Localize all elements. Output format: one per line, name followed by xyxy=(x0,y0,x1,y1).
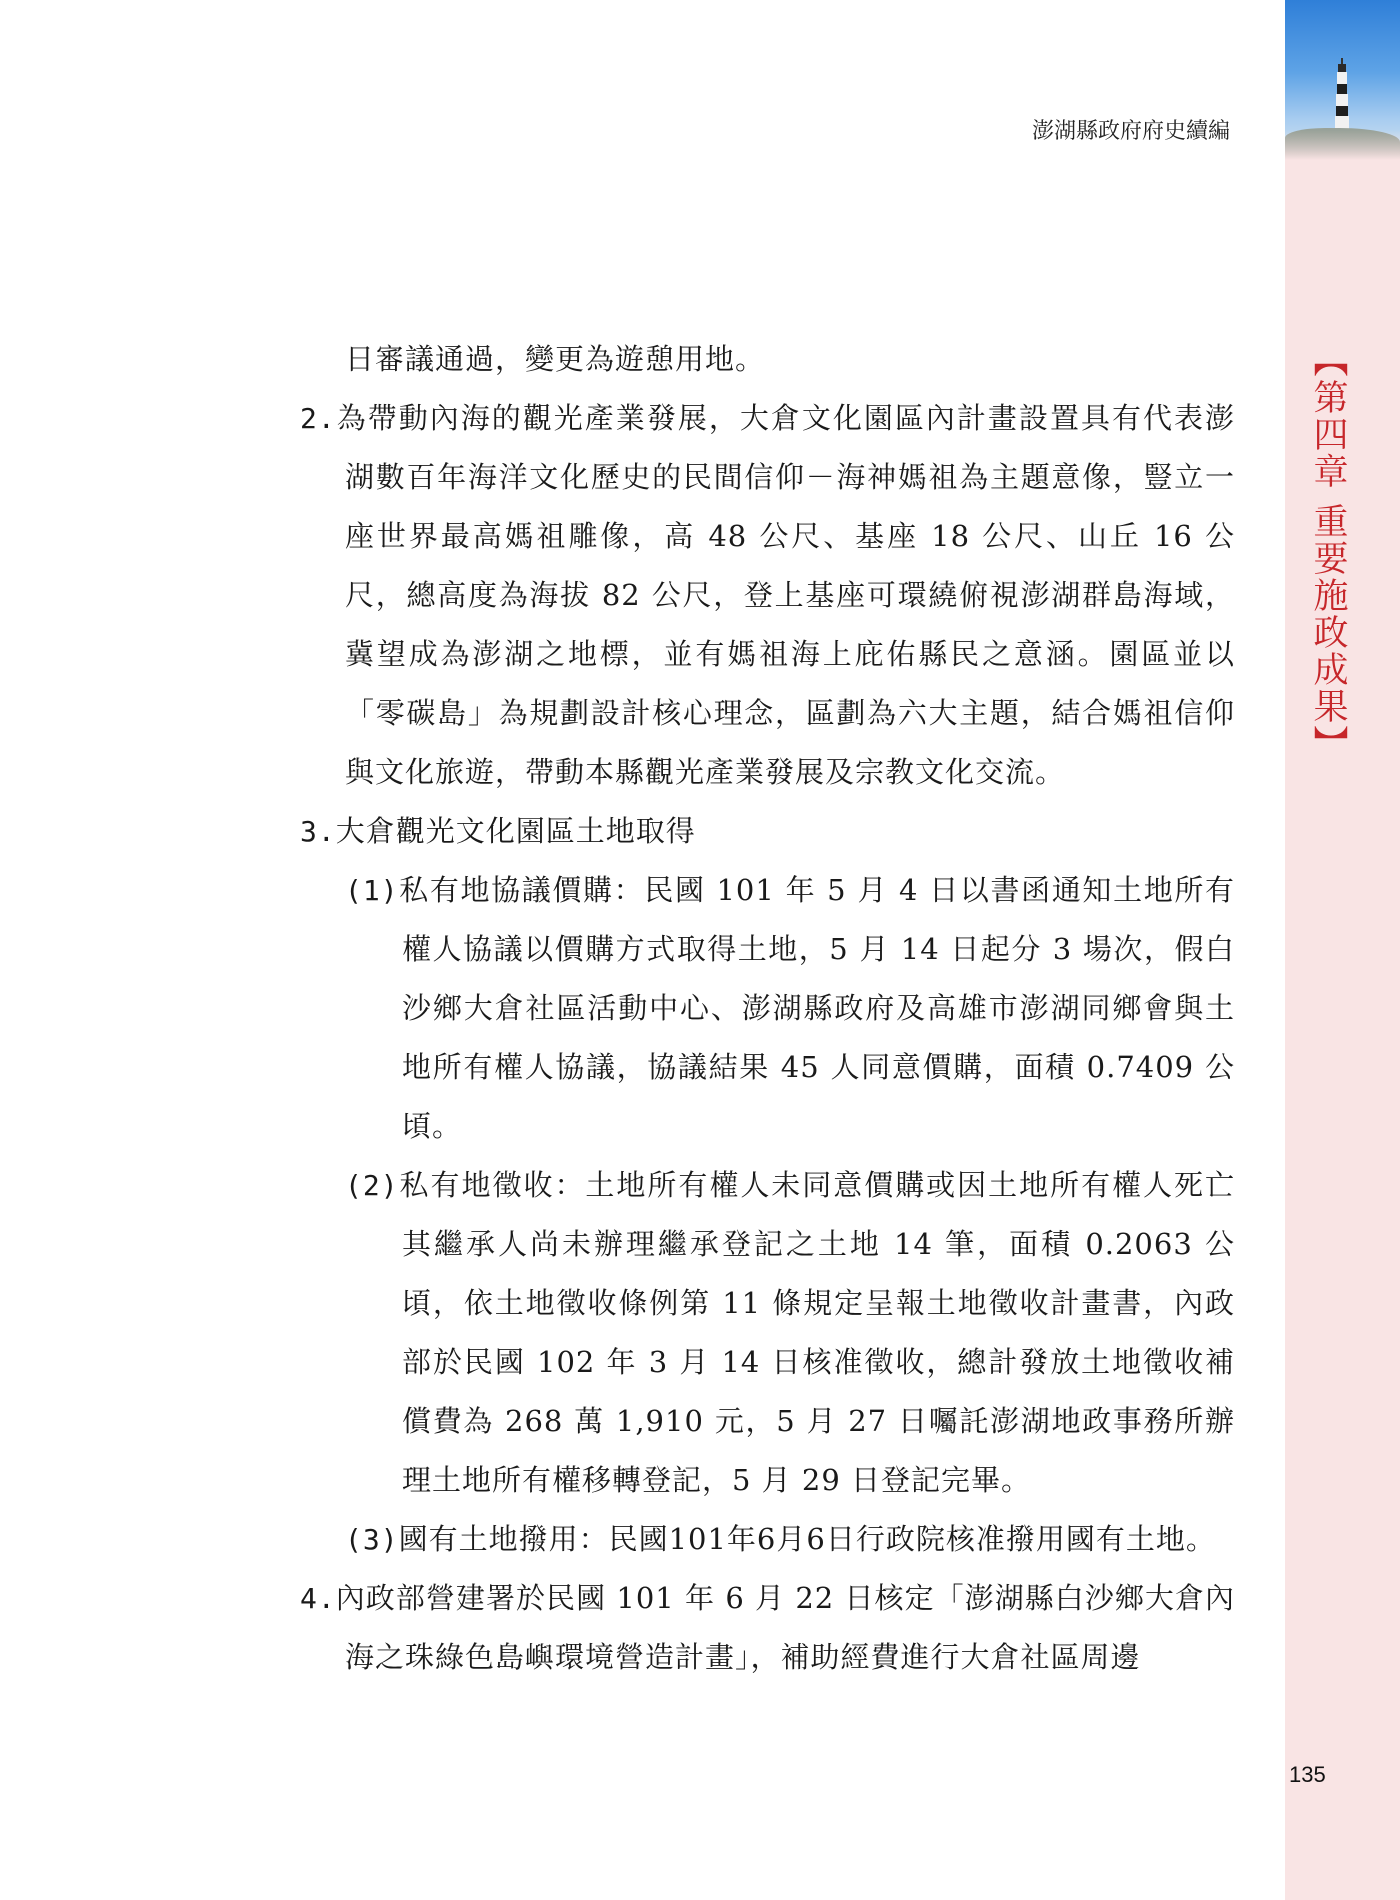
sub-item-1 xyxy=(300,861,1235,1156)
sub-number: (1) xyxy=(345,874,399,907)
sub-item-2 xyxy=(300,1156,1235,1510)
sub-text: 國有土地撥用：民國101年6月6日行政院核准撥用國有土地。 xyxy=(398,1522,1216,1556)
list-item-2 xyxy=(300,389,1235,802)
page-body xyxy=(300,330,1235,1687)
sub-text: 私有地徵收：土地所有權人未同意價購或因土地所有權人死亡其繼承人尚未辦理繼承登記之土地 14 筆，面積 0.2063 公頃，依土地徵收條例第 11 條規定呈報土地徵收計畫書，內政部於民國 102 年 3 月 14 日核准徵收，總計發放土地徵收補償費為 268 萬 1,910 元，5 月 27 日囑託澎湖地政事務所辦理土地所有權移轉登記，5 月 29 日登記完畢。 xyxy=(398,1168,1235,1497)
chapter-sidebar xyxy=(1285,0,1400,1900)
lighthouse-photo xyxy=(1285,0,1400,160)
lighthouse-icon xyxy=(1333,58,1351,138)
sub-number: (3) xyxy=(345,1523,399,1556)
sub-item-3 xyxy=(300,1510,1235,1569)
list-text: 大倉觀光文化園區土地取得 xyxy=(335,814,696,848)
running-head: 澎湖縣政府府史續編 xyxy=(1031,119,1230,144)
sub-text: 私有地協議價購：民國 101 年 5 月 4 日以書函通知土地所有權人協議以價購方式取得土地，5 月 14 日起分 3 場次，假白沙鄉大倉社區活動中心、澎湖縣政府及高雄市澎湖同鄉會與土地所有權人協議，協議結果 45 人同意價購，面積 0.7409 公頃。 xyxy=(398,873,1235,1143)
photo-fade xyxy=(1285,130,1400,160)
list-item-4 xyxy=(300,1569,1235,1687)
continuation-paragraph: 日審議通過，變更為遊憩用地。 xyxy=(345,342,766,376)
list-item-3 xyxy=(300,802,1235,861)
list-number: 3. xyxy=(300,815,336,848)
sub-number: (2) xyxy=(345,1169,399,1202)
list-text: 為帶動內海的觀光產業發展，大倉文化園區內計畫設置具有代表澎湖數百年海洋文化歷史的民間信仰－海神媽祖為主題意像，豎立一座世界最高媽祖雕像，高 48 公尺、基座 18 公尺、山丘 16 公尺，總高度為海拔 82 公尺，登上基座可環繞俯視澎湖群島海域，冀望成為澎湖之地標，並有媽祖海上庇佑縣民之意涵。園區並以「零碳島」為規劃設計核心理念，區劃為六大主題，結合媽祖信仰與文化旅遊，帶動本縣觀光產業發展及宗教文化交流。 xyxy=(335,401,1235,789)
chapter-tab: 【第四章 重要施政成果】 xyxy=(1308,342,1348,763)
page-number: 135 xyxy=(1289,1762,1326,1787)
list-number: 2. xyxy=(300,402,336,435)
list-text: 內政部營建署於民國 101 年 6 月 22 日核定「澎湖縣白沙鄉大倉內海之珠綠色島嶼環境營造計畫」，補助經費進行大倉社區周邊 xyxy=(335,1581,1235,1674)
list-number: 4. xyxy=(300,1582,336,1615)
